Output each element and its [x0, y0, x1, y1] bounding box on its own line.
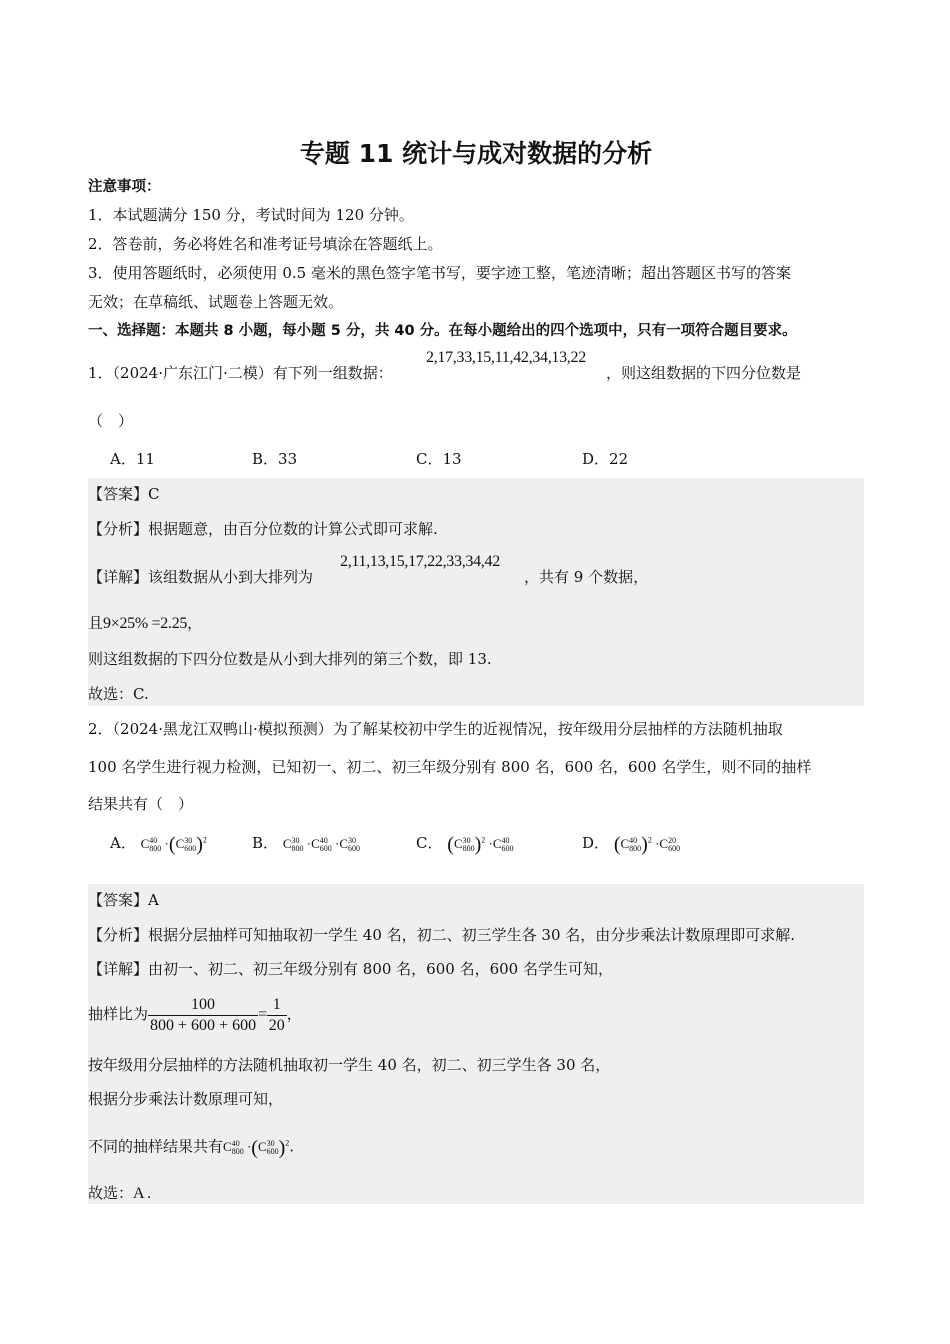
q1-choose: 故选：C. — [88, 685, 149, 703]
q1-data: 2,17,33,15,11,42,34,13,22 — [426, 349, 586, 366]
q2-result-prefix: 不同的抽样结果共有 — [88, 1137, 224, 1156]
q2-analysis: 【分析】根据分层抽样可知抽取初一学生 40 名，初二、初三学生各 30 名，由分步乘法计数原理即可求解. — [88, 926, 796, 944]
q1-stem-text: 1．（2024·广东江门·二模）有下列一组数据： — [88, 364, 393, 382]
q1-detail-end: ，共有 9 个数据， — [524, 568, 649, 586]
q2-ratio-prefix: 抽样比为 — [88, 1005, 149, 1023]
section-heading: 一、选择题：本题共 8 小题，每小题 5 分，共 40 分。在每小题给出的四个选项中，只有一项符合题目要求。 — [88, 323, 797, 339]
q1-stem-end: ，则这组数据的下四分位数是 — [606, 364, 802, 382]
q1-option-b: B．33 — [252, 450, 298, 468]
q2-detail-2: 按年级用分层抽样的方法随机抽取初一学生 40 名，初二、初三学生各 30 名， — [88, 1056, 611, 1074]
q1-sorted-data: 2,11,13,15,17,22,33,34,42 — [340, 553, 500, 570]
q1-step — [88, 612, 202, 635]
q2-choose-value: A . — [133, 1185, 151, 1202]
q1-detail: 【详解】该组数据从小到大排列为 — [88, 568, 314, 586]
q2-ratio-suffix: ， — [286, 1005, 302, 1023]
q1-answer: 【答案】C — [88, 485, 160, 503]
page-title: 专题 11 统计与成对数据的分析 — [299, 139, 653, 168]
q2-detail-1: 【详解】由初一、初二、初三年级分别有 800 名，600 名，600 名学生可知， — [88, 960, 613, 978]
q2-option-d — [582, 832, 680, 857]
q2-option-a-formula: C40 800 ·(C30 600)$^2$ — [140, 833, 207, 856]
q1-step-suffix: ， — [187, 614, 203, 632]
q1-analysis: 【分析】根据题意，由百分位数的计算公式即可求解. — [88, 520, 438, 538]
q1-option-d: D．22 — [582, 450, 629, 468]
q2-result-formula: C40 800 ·(C30 600)$^2$ — [223, 1137, 290, 1160]
notice-item-2: 2．答卷前，务必将姓名和准考证号填涂在答题纸上。 — [88, 235, 443, 253]
q2-choose — [88, 1182, 151, 1205]
q2-ratio-line — [88, 990, 302, 1039]
q2-stem-1: 2．（2024·黑龙江双鸭山·模拟预测）为了解某校初中学生的近视情况，按年级用分层抽样的方法随机抽取 — [88, 720, 783, 738]
q2-option-c — [416, 832, 514, 857]
q2-answer: 【答案】A — [88, 891, 159, 909]
q2-detail-3: 根据分步乘法计数原理可知， — [88, 1090, 284, 1108]
q2-ratio-result-numerator: 1 — [267, 995, 287, 1016]
q1-step-prefix: 且 — [88, 614, 104, 632]
q2-ratio-result — [267, 995, 287, 1036]
q1-conclusion: 则这组数据的下四分位数是从小到大排列的第三个数，即 13. — [88, 650, 492, 668]
notice-heading: 注意事项： — [88, 179, 161, 195]
q2-option-d-label: D． — [582, 834, 610, 852]
q1-stem — [88, 362, 393, 384]
q2-option-a-label: A． — [110, 834, 136, 852]
notice-item-3-cont: 无效；在草稿纸、试题卷上答题无效。 — [88, 293, 344, 311]
q2-stem-2: 100 名学生进行视力检测，已知初一、初二、初三年级分别有 800 名，600 名，600 名学生，则不同的抽样 — [88, 758, 812, 776]
q1-paren: （ ） — [88, 412, 134, 430]
q2-choose-prefix: 故选： — [88, 1184, 134, 1202]
q2-result-line — [88, 1126, 294, 1166]
q1-solution-box — [88, 478, 864, 706]
q2-ratio-numerator: 100 — [148, 995, 258, 1016]
q2-ratio-equals: = — [258, 1006, 267, 1023]
q2-option-c-formula: (C30 800)$^2$ ·C40 600 — [447, 833, 514, 856]
q2-ratio-result-denominator: 20 — [268, 1016, 285, 1034]
q2-option-b — [252, 832, 360, 853]
q1-option-c: C．13 — [416, 450, 462, 468]
q2-ratio-fraction — [148, 995, 258, 1036]
q2-option-a — [110, 832, 207, 857]
notice-item-1: 1．本试题满分 150 分，考试时间为 120 分钟。 — [88, 206, 414, 224]
q2-ratio-denominator: 800 + 600 + 600 — [150, 1016, 257, 1034]
q2-option-b-label: B． — [252, 834, 279, 852]
q2-result-suffix: . — [289, 1137, 295, 1156]
notice-item-3: 3．使用答题纸时，必须使用 0.5 毫米的黑色签字笔书写，要字迹工整，笔迹清晰；超出答题区书写的答案 — [88, 264, 791, 282]
q1-step-expr: 9×25% =2.25 — [103, 615, 188, 632]
q2-stem-3: 结果共有（ ） — [88, 795, 194, 813]
q2-option-b-formula: C30 800 ·C40 600 ·C30 600 — [282, 836, 360, 854]
q2-option-c-label: C． — [416, 834, 443, 852]
q2-option-d-formula: (C40 800)$^2$ ·C20 600 — [613, 833, 681, 856]
q1-option-a: A．11 — [110, 450, 155, 468]
